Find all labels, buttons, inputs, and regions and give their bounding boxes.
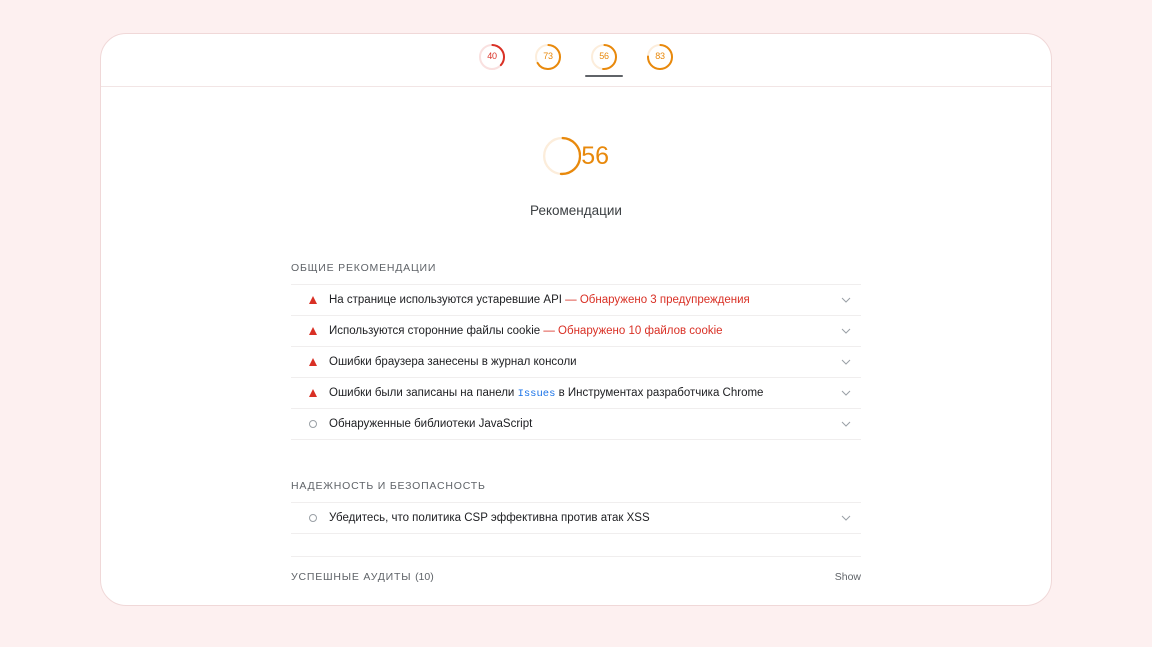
mini-gauge-score: 40 [487, 51, 497, 61]
audit-title: Обнаруженные библиотеки JavaScript [329, 418, 533, 430]
mini-gauge-seo[interactable] [647, 44, 673, 70]
mini-gauge-score: 73 [543, 51, 553, 61]
score-tab-seo[interactable] [641, 44, 679, 77]
mini-gauge-accessibility[interactable] [535, 44, 561, 70]
warning-triangle-icon [305, 327, 321, 335]
passed-audits-row[interactable] [291, 556, 861, 583]
chevron-down-icon[interactable] [837, 419, 855, 429]
passed-audits-count: (10) [415, 571, 434, 583]
chevron-down-icon[interactable] [837, 326, 855, 336]
audit-inline-code: Issues [517, 387, 556, 400]
warning-triangle-icon [305, 358, 321, 366]
score-tab-underline [529, 75, 567, 77]
audit-list [291, 502, 861, 534]
audit-title: Ошибки браузера занесены в журнал консоли [329, 356, 577, 368]
audit-row[interactable] [291, 378, 861, 409]
score-tab-underline [473, 75, 511, 77]
audit-row[interactable] [291, 503, 861, 534]
chevron-down-icon[interactable] [837, 295, 855, 305]
info-circle-icon [305, 514, 321, 522]
mini-gauge-performance[interactable] [479, 44, 505, 70]
info-circle-icon [305, 420, 321, 428]
audit-title: Ошибки были записаны на панели Issues в Инструментах разработчика Chrome [329, 386, 764, 400]
score-tab-accessibility[interactable] [529, 44, 567, 77]
main-score-block [101, 123, 1051, 218]
audit-sections [291, 262, 861, 583]
main-score-label: Рекомендации [530, 203, 622, 218]
mini-gauge-score: 56 [599, 51, 609, 61]
mini-gauge-best-practices[interactable] [591, 44, 617, 70]
audit-row[interactable] [291, 409, 861, 440]
score-tab-underline [585, 75, 623, 77]
lighthouse-report-card [100, 33, 1052, 606]
audit-title: Используются сторонние файлы cookie — Обнаружено 10 файлов cookie [329, 325, 723, 337]
audit-detail: — Обнаружено 3 предупреждения [561, 294, 750, 306]
section-title: НАДЕЖНОСТЬ И БЕЗОПАСНОСТЬ [291, 480, 486, 492]
category-score-strip [101, 34, 1051, 87]
warning-triangle-icon [305, 389, 321, 397]
best-practices-gauge [543, 123, 609, 189]
audit-row[interactable] [291, 347, 861, 378]
audit-row[interactable] [291, 285, 861, 316]
score-tab-best-practices[interactable] [585, 44, 623, 77]
score-tab-underline [641, 75, 679, 77]
chevron-down-icon[interactable] [837, 388, 855, 398]
score-tab-performance[interactable] [473, 44, 511, 77]
audit-row[interactable] [291, 316, 861, 347]
warning-triangle-icon [305, 296, 321, 304]
passed-audits-title: УСПЕШНЫЕ АУДИТЫ (10) [291, 571, 434, 583]
section-spacer [291, 440, 861, 480]
audit-title: На странице используются устаревшие API — Обнаружено 3 предупреждения [329, 294, 750, 306]
main-score-value: 56 [581, 141, 609, 170]
audit-title: Убедитесь, что политика CSP эффективна против атак XSS [329, 512, 650, 524]
mini-gauge-score: 83 [655, 51, 665, 61]
section-title: ОБЩИЕ РЕКОМЕНДАЦИИ [291, 262, 437, 274]
audit-detail: — Обнаружено 10 файлов cookie [540, 325, 723, 337]
audit-list [291, 284, 861, 440]
show-passed-audits-link[interactable]: Show [834, 571, 861, 583]
chevron-down-icon[interactable] [837, 513, 855, 523]
chevron-down-icon[interactable] [837, 357, 855, 367]
